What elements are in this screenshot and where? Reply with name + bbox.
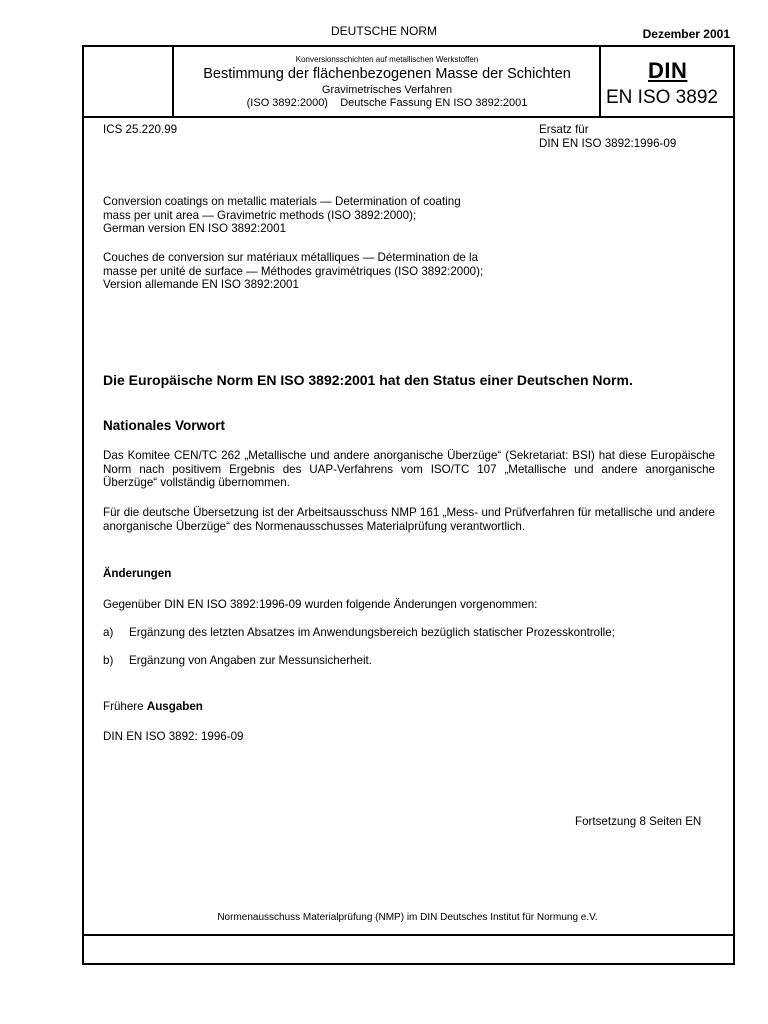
- replacement-label: Ersatz für: [539, 123, 589, 136]
- foreword-paragraph-1: Das Komitee CEN/TC 262 „Metallische und andere anorganische Überzüge“ (Sekretariat: BSI) hat diese Europäische Norm nach positivem Ergebnis des UAP-Verfahrens vom ISO/TC 107 „Metallische und andere anorganische Überzüge“ vollständig übernommen.: [103, 449, 715, 489]
- version-line: [174, 97, 600, 109]
- english-title-line: Conversion coatings on metallic materials — Determination of coating: [103, 195, 461, 208]
- changes-intro: Gegenüber DIN EN ISO 3892:1996-09 wurden folgende Änderungen vorgenommen:: [103, 598, 538, 611]
- footer-publisher: Normenausschuss Materialprüfung (NMP) im DIN Deutsches Institut für Normung e.V.: [217, 912, 598, 923]
- ics-code: ICS 25.220.99: [103, 123, 178, 136]
- foreword-paragraph-2: Für die deutsche Übersetzung ist der Arbeitsausschuss NMP 161 „Mess- und Prüfverfahren für metallische und andere anorganische Überzüge“ des Normenausschusses Materialprüfung verantwortlich.: [103, 506, 715, 533]
- replaced-standard: DIN EN ISO 3892:1996-09: [539, 136, 677, 150]
- document-title: Bestimmung der flächenbezogenen Masse der Schichten: [203, 66, 571, 82]
- previous-editions-label-bold: Ausgaben: [146, 700, 203, 713]
- norm-type-label: DEUTSCHE NORM: [330, 24, 437, 38]
- document-subtitle: Gravimetrisches Verfahren: [321, 84, 453, 96]
- din-logo: DIN: [648, 58, 688, 83]
- status-statement: Die Europäische Norm EN ISO 3892:2001 hat den Status einer Deutschen Norm.: [103, 372, 633, 388]
- replacement-block: [539, 123, 676, 150]
- continuation-note: Fortsetzung 8 Seiten EN: [575, 815, 702, 828]
- change-item-marker: b): [103, 654, 114, 667]
- english-title-line: mass per unit area — Gravimetric methods (ISO 3892:2000);: [103, 208, 417, 222]
- french-title-line: masse per unité de surface — Méthodes gravimétriques (ISO 3892:2000);: [103, 264, 484, 278]
- previous-edition-entry: DIN EN ISO 3892: 1996-09: [103, 730, 244, 743]
- title-block: [174, 47, 600, 109]
- document-subject: Konversionsschichten auf metallischen Werkstoffen: [295, 55, 479, 64]
- title-divider: [82, 116, 735, 118]
- french-title-line: Version allemande EN ISO 3892:2001: [103, 278, 299, 291]
- change-item-text: Ergänzung des letzten Absatzes im Anwendungsbereich bezüglich statischer Prozesskontrolle;: [129, 626, 615, 639]
- previous-editions-heading: [103, 700, 203, 714]
- publication-date: Dezember 2001: [642, 27, 730, 41]
- iso-reference: (ISO 3892:2000): [246, 97, 328, 109]
- french-title-line: Couches de conversion sur matériaux métalliques — Détermination de la: [103, 251, 479, 264]
- french-title: [103, 251, 483, 292]
- change-item-text: Ergänzung von Angaben zur Messunsicherheit.: [129, 654, 372, 667]
- change-item-marker: a): [103, 626, 114, 639]
- changes-heading: Änderungen: [103, 567, 172, 580]
- english-title-line: German version EN ISO 3892:2001: [103, 222, 287, 235]
- german-version: Deutsche Fassung EN ISO 3892:2001: [340, 97, 528, 109]
- footer-divider: [82, 934, 735, 936]
- previous-editions-label: Frühere: [103, 700, 144, 713]
- english-title: [103, 195, 461, 236]
- standard-number: EN ISO 3892: [606, 87, 718, 108]
- foreword-heading: Nationales Vorwort: [103, 418, 226, 433]
